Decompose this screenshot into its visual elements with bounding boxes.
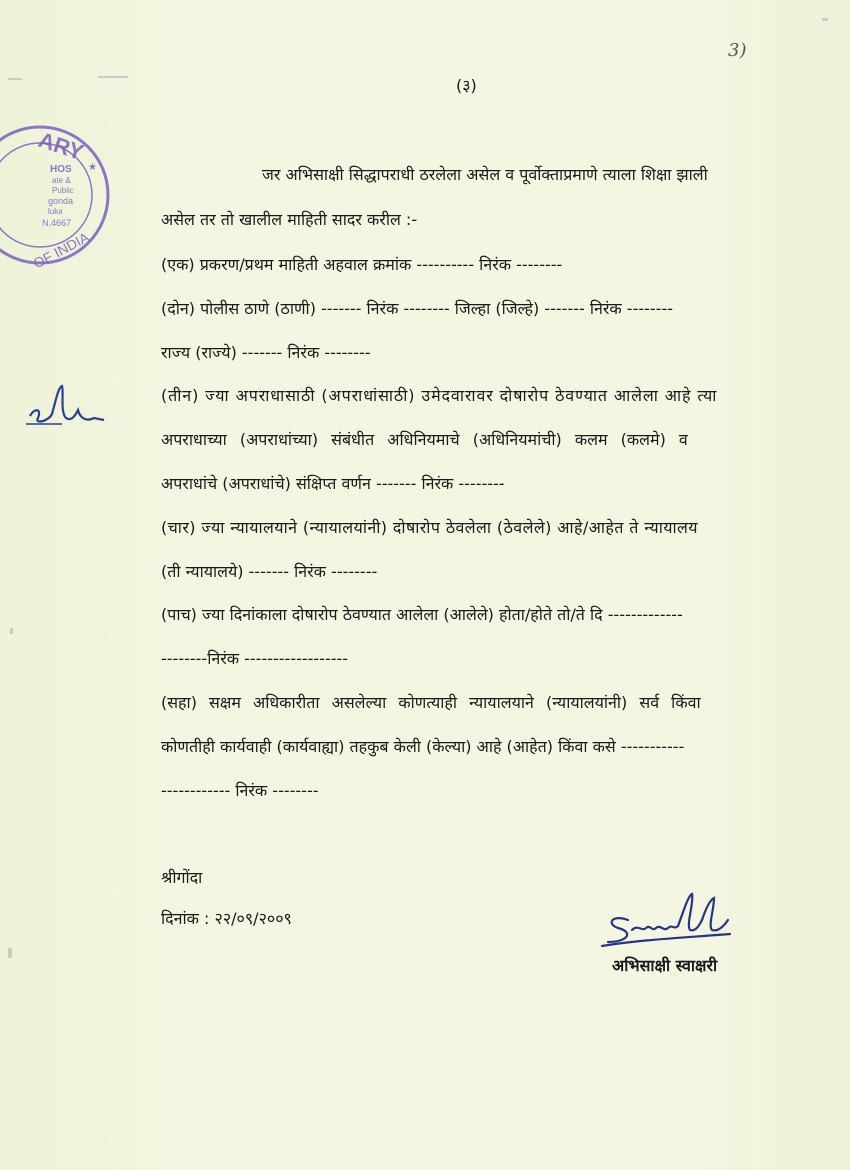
scan-mark xyxy=(8,78,22,80)
svg-text:N.4667: N.4667 xyxy=(42,218,72,228)
item-3-line-2: अपराधाच्या (अपराधांच्या) संबंधीत अधिनियमाचे (अधिनियमांची) कलम (कलमे) व xyxy=(161,430,688,449)
svg-text:ate &: ate & xyxy=(52,176,71,185)
handwritten-page-number: 3) xyxy=(728,40,747,61)
item-5-line-1: (पाच) ज्या दिनांकाला दोषारोप ठेवण्यात आलेला (आलेले) होता/होते तो/ते दि ------------- xyxy=(161,605,683,624)
intro-line-1: जर अभिसाक्षी सिद्धापराधी ठरलेला असेल व पूर्वोक्ताप्रमाणे त्याला शिक्षा झाली xyxy=(262,165,708,184)
signature xyxy=(598,890,733,955)
intro-line-2: असेल तर तो खालील माहिती सादर करील :- xyxy=(161,210,418,229)
scan-mark xyxy=(8,948,12,958)
notary-stamp xyxy=(0,110,130,280)
place: श्रीगोंदा xyxy=(161,868,203,887)
item-4-line-2: (ती न्यायालये) ------- निरंक -------- xyxy=(161,562,378,581)
svg-text:★: ★ xyxy=(88,162,97,173)
svg-text:luka: luka xyxy=(48,207,63,216)
svg-text:Public: Public xyxy=(52,186,74,195)
item-3-line-1: (तीन) ज्या अपराधासाठी (अपराधांसाठी) उमेदवारावर दोषारोप ठेवण्यात आलेला आहे त्या xyxy=(161,386,718,405)
stamp-text-top: ARY xyxy=(35,127,87,165)
scan-mark xyxy=(822,18,828,21)
stamp-text-bottom: OF INDIA xyxy=(30,228,92,272)
svg-text:HOS: HOS xyxy=(50,164,72,175)
date: दिनांक : २२/०९/२००९ xyxy=(161,909,292,928)
signature-caption: अभिसाक्षी स्वाक्षरी xyxy=(612,956,718,975)
page-number: (३) xyxy=(456,76,477,95)
scan-mark xyxy=(98,76,128,78)
item-6-line-2: कोणतीही कार्यवाही (कार्यवाह्या) तहकुब केली (केल्या) आहे (आहेत) किंवा कसे ----------- xyxy=(161,737,685,756)
item-6-line-1: (सहा) सक्षम अधिकारीता असलेल्या कोणत्याही न्यायालयाने (न्यायालयांनी) सर्व किंवा xyxy=(161,693,701,712)
scan-mark xyxy=(10,628,13,634)
item-5-line-2: --------निरंक ------------------ xyxy=(161,649,349,668)
item-1: (एक) प्रकरण/प्रथम माहिती अहवाल क्रमांक ---------- निरंक -------- xyxy=(161,255,563,274)
item-2-line-1: (दोन) पोलीस ठाणे (ठाणी) ------- निरंक -------- जिल्हा (जिल्हे) ------- निरंक -------- xyxy=(161,299,673,318)
svg-text:gonda: gonda xyxy=(48,196,74,206)
item-4-line-1: (चार) ज्या न्यायालयाने (न्यायालयांनी) दोषारोप ठेवलेला (ठेवलेले) आहे/आहेत ते न्यायालय xyxy=(161,518,698,537)
item-2-line-2: राज्य (राज्ये) ------- निरंक -------- xyxy=(161,343,371,362)
initials-mark xyxy=(22,378,112,438)
item-3-line-3: अपराधांचे (अपराधांचे) संक्षिप्त वर्णन ------- निरंक -------- xyxy=(161,474,505,493)
item-6-line-3: ------------ निरंक -------- xyxy=(161,781,319,800)
